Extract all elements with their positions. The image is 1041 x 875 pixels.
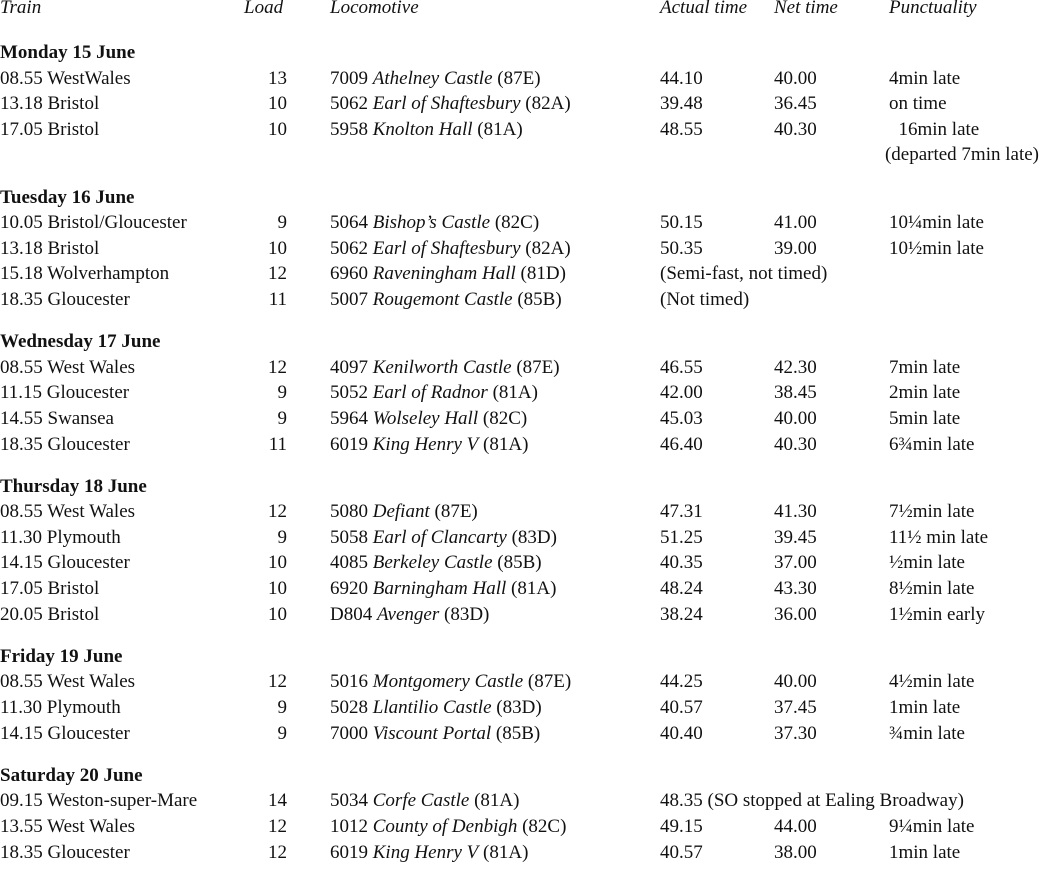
locomotive-cell [330,355,560,381]
loco-name: Montgomery Castle [372,671,524,693]
train-cell: 17.05 Bristol [0,578,100,600]
punctuality-cell: 4min late [889,67,961,89]
loco-name: Bishop’s Castle [372,212,491,234]
locomotive-cell [330,287,562,313]
train-cell: 18.35 Gloucester [0,433,130,455]
net-time-cell: 36.45 [774,93,817,115]
loco-shed: (81D) [520,263,566,285]
net-time-cell: 39.00 [774,237,817,259]
actual-time-cell: 47.31 [660,501,703,523]
load-cell: 10 [268,118,287,140]
punctuality-cell: 5min late [889,407,961,429]
loco-number: 5028 [330,697,368,719]
actual-time-cell: 39.48 [660,93,703,115]
punctuality-cell: on time [889,93,947,115]
load-cell: 10 [268,237,287,259]
load-cell: 12 [268,841,287,863]
locomotive-cell [330,236,571,262]
train-cell: 08.55 WestWales [0,67,131,89]
table-row [0,499,1041,525]
train-cell: 14.15 Gloucester [0,552,130,574]
loco-shed: (82A) [525,237,571,259]
net-time-cell: 37.00 [774,552,817,574]
actual-time-cell: 44.10 [660,67,703,89]
load-cell: 12 [268,501,287,523]
punctuality-cell: 4½min late [889,671,975,693]
loco-shed: (87E) [527,671,572,693]
loco-shed: (81A) [477,118,523,140]
train-cell: 11.15 Gloucester [0,382,130,404]
punctuality-cell: 11½ min late [889,526,989,548]
day-section [0,474,1041,628]
day-section [0,185,1041,313]
train-cell: 10.05 Bristol/Gloucester [0,212,187,234]
header-locomotive: Locomotive [330,0,419,18]
loco-number: 5064 [330,212,368,234]
table-row [0,406,1041,432]
load-cell: 12 [268,356,287,378]
table-row [0,602,1041,628]
actual-time-cell: 40.40 [660,722,703,744]
loco-shed: (87E) [516,356,560,378]
load-cell: 9 [277,526,287,548]
actual-time-cell: 40.35 [660,552,703,574]
loco-number: 5034 [330,790,368,812]
day-title: Saturday 20 June [0,764,143,786]
punctuality-cell: 6¾min late [889,433,975,455]
table-row [0,380,1041,406]
load-cell: 10 [268,93,287,115]
day-section [0,644,1041,746]
load-cell: 12 [268,671,287,693]
train-cell: 09.15 Weston-super-Mare [0,790,198,812]
loco-shed: (81A) [511,578,557,600]
loco-shed: (83D) [496,697,542,719]
actual-time-cell: 48.35 (SO stopped at Ealing Broadway) [660,790,964,812]
loco-number: 4097 [330,356,368,378]
day-title: Tuesday 16 June [0,186,135,208]
punctuality-cell: ¾min late [889,722,965,744]
train-cell: 08.55 West Wales [0,671,136,693]
loco-shed: (83D) [511,526,557,548]
train-cell: 13.18 Bristol [0,237,100,259]
locomotive-cell [330,695,542,721]
loco-name: Earl of Clancarty [372,526,507,548]
loco-name: Berkeley Castle [372,552,493,574]
loco-name: Viscount Portal [372,722,492,744]
loco-number: 6019 [330,841,368,863]
day-section [0,40,1041,168]
locomotive-cell [330,576,556,602]
table-row [0,721,1041,747]
loco-name: County of Denbigh [372,816,518,837]
loco-name: King Henry V [372,841,479,863]
actual-time-cell: 40.57 [660,841,703,863]
table-row [0,117,1041,143]
loco-name: Wolseley Hall [372,407,479,429]
loco-shed: (87E) [434,501,478,523]
table-row [0,788,1041,814]
punctuality-cell: 10¼min late [889,212,984,234]
train-cell: 17.05 Bristol [0,118,100,140]
loco-name: Defiant [372,501,430,523]
loco-number: 7000 [330,722,368,744]
loco-shed: (81A) [492,382,538,404]
punctuality-cell: 1½min early [889,603,986,625]
actual-time-cell: 50.15 [660,212,703,234]
net-time-cell: 42.30 [774,356,817,378]
net-time-cell: 40.30 [774,118,817,140]
loco-shed: (83D) [444,603,490,625]
load-cell: 13 [268,67,287,89]
table-row [0,550,1041,576]
loco-name: Llantilio Castle [372,697,492,719]
punctuality-note: (departed 7min late) [884,144,1039,166]
loco-name: Knolton Hall [372,118,473,140]
net-time-cell: 38.00 [774,841,817,863]
train-cell: 18.35 Gloucester [0,288,130,310]
table-row [0,669,1041,695]
locomotive-cell [330,91,571,117]
load-cell: 11 [268,433,287,455]
punctuality-cell: 16min late [889,118,980,140]
table-row [0,91,1041,117]
actual-time-cell: 48.24 [660,578,703,600]
punctuality-cell: 2min late [889,382,961,404]
loco-number: 6920 [330,578,368,600]
load-cell: 9 [277,697,287,719]
actual-time-cell: 44.25 [660,671,703,693]
punctuality-cell: 10½min late [889,237,984,259]
table-row [0,814,1041,840]
table-row [0,576,1041,602]
table-row [0,287,1041,313]
day-title: Thursday 18 June [0,475,147,497]
locomotive-cell [330,406,527,432]
punctuality-cell: 9¼min late [889,816,975,837]
train-cell: 13.18 Bristol [0,93,100,115]
table-row [0,66,1041,92]
net-time-cell: 36.00 [774,603,817,625]
locomotive-cell [330,66,541,92]
net-time-cell: 37.45 [774,697,817,719]
loco-name: King Henry V [372,433,479,455]
loco-number: 5007 [330,288,368,310]
actual-time-cell: 50.35 [660,237,703,259]
locomotive-cell [330,432,528,458]
net-time-cell: 40.00 [774,671,817,693]
loco-name: Rougemont Castle [372,288,513,310]
loco-shed: (85B) [517,288,562,310]
header-actual-time: Actual time [660,0,748,18]
load-cell: 9 [277,212,287,234]
actual-time-cell: (Semi-fast, not timed) [660,263,828,285]
train-cell: 11.30 Plymouth [0,526,121,548]
train-cell: 18.35 Gloucester [0,841,130,863]
table-row [0,210,1041,236]
net-time-cell: 44.00 [774,816,817,837]
loco-shed: (82A) [525,93,571,115]
net-time-cell: 40.30 [774,433,817,455]
load-cell: 14 [268,790,287,812]
locomotive-cell [330,525,557,551]
net-time-cell: 41.30 [774,501,817,523]
punctuality-cell: 8½min late [889,578,975,600]
net-time-cell: 37.30 [774,722,817,744]
loco-name: Athelney Castle [372,67,493,89]
loco-number: 1012 [330,816,368,837]
loco-shed: (85B) [497,552,542,574]
table-row [0,525,1041,551]
locomotive-cell [330,261,566,287]
actual-time-cell: 46.40 [660,433,703,455]
punctuality-cell: 1min late [889,697,961,719]
loco-shed: (87E) [497,67,541,89]
table-row [0,840,1041,866]
locomotive-cell [330,840,528,866]
actual-time-cell: 40.57 [660,697,703,719]
loco-number: 5964 [330,407,368,429]
locomotive-cell [330,210,539,236]
load-cell: 10 [268,578,287,600]
loco-shed: (82C) [482,407,528,429]
load-cell: 10 [268,552,287,574]
table-row [0,355,1041,381]
loco-name: Kenilworth Castle [372,356,512,378]
table-header [0,0,1041,23]
net-time-cell: 40.00 [774,407,817,429]
note-row [0,142,1041,168]
locomotive-cell [330,602,489,628]
loco-shed: (85B) [495,722,541,744]
net-time-cell: 38.45 [774,382,817,404]
day-title: Wednesday 17 June [0,331,161,353]
loco-name: Barningham Hall [372,578,507,600]
loco-shed: (82C) [522,816,567,837]
load-cell: 12 [268,816,287,837]
header-load: Load [244,0,284,18]
train-cell: 08.55 West Wales [0,501,136,523]
train-cell: 20.05 Bristol [0,603,100,625]
loco-name: Avenger [376,603,440,625]
punctuality-cell: 7½min late [889,501,975,523]
loco-number: 6960 [330,263,368,285]
loco-number: 5080 [330,501,368,523]
load-cell: 10 [268,603,287,625]
actual-time-cell: 38.24 [660,603,703,625]
actual-time-cell: (Not timed) [660,288,750,310]
loco-number: 5058 [330,526,368,548]
timing-table [0,40,1041,865]
net-time-cell: 43.30 [774,578,817,600]
train-cell: 14.55 Swansea [0,407,114,429]
loco-number: 4085 [330,552,368,574]
punctuality-cell: ½min late [889,552,965,574]
loco-number: 5062 [330,93,368,115]
net-time-cell: 41.00 [774,212,817,234]
train-cell: 14.15 Gloucester [0,722,130,744]
locomotive-cell [330,788,519,814]
locomotive-cell [330,814,566,840]
punctuality-cell: 7min late [889,356,961,378]
train-cell: 13.55 West Wales [0,816,136,837]
locomotive-cell [330,380,538,406]
load-cell: 12 [268,263,287,285]
loco-name: Corfe Castle [372,790,470,812]
net-time-cell: 39.45 [774,526,817,548]
punctuality-cell: 1min late [889,841,961,863]
load-cell: 9 [277,407,287,429]
table-row [0,432,1041,458]
actual-time-cell: 46.55 [660,356,703,378]
loco-shed: (81A) [483,841,529,863]
locomotive-cell [330,117,523,143]
header-punctuality: Punctuality [889,0,977,18]
header-train: Train [0,0,42,18]
actual-time-cell: 42.00 [660,382,703,404]
actual-time-cell: 49.15 [660,816,703,837]
loco-number: 5052 [330,382,368,404]
loco-shed: (81A) [483,433,529,455]
header-net-time: Net time [774,0,838,18]
locomotive-cell [330,550,542,576]
loco-number: 6019 [330,433,368,455]
loco-name: Earl of Shaftesbury [372,237,521,259]
actual-time-cell: 51.25 [660,526,703,548]
actual-time-cell: 48.55 [660,118,703,140]
day-section [0,763,1041,865]
train-cell: 08.55 West Wales [0,356,136,378]
loco-shed: (81A) [474,790,520,812]
locomotive-cell [330,499,478,525]
table-row [0,236,1041,262]
actual-time-cell: 45.03 [660,407,703,429]
loco-number: 5016 [330,671,368,693]
loco-name: Raveningham Hall [372,263,516,285]
loco-number: 5958 [330,118,368,140]
loco-number: D804 [330,603,373,625]
loco-name: Earl of Radnor [372,382,488,404]
table-row [0,695,1041,721]
table-row [0,261,1041,287]
loco-number: 7009 [330,67,368,89]
train-cell: 11.30 Plymouth [0,697,121,719]
train-cell: 15.18 Wolverhampton [0,263,170,285]
day-section [0,329,1041,457]
load-cell: 9 [277,382,287,404]
loco-shed: (82C) [494,212,540,234]
locomotive-cell [330,721,540,747]
net-time-cell: 40.00 [774,67,817,89]
day-title: Monday 15 June [0,42,136,63]
locomotive-cell [330,669,571,695]
load-cell: 9 [277,722,287,744]
loco-name: Earl of Shaftesbury [372,93,521,115]
day-title: Friday 19 June [0,645,123,667]
loco-number: 5062 [330,237,368,259]
load-cell: 11 [268,288,287,310]
